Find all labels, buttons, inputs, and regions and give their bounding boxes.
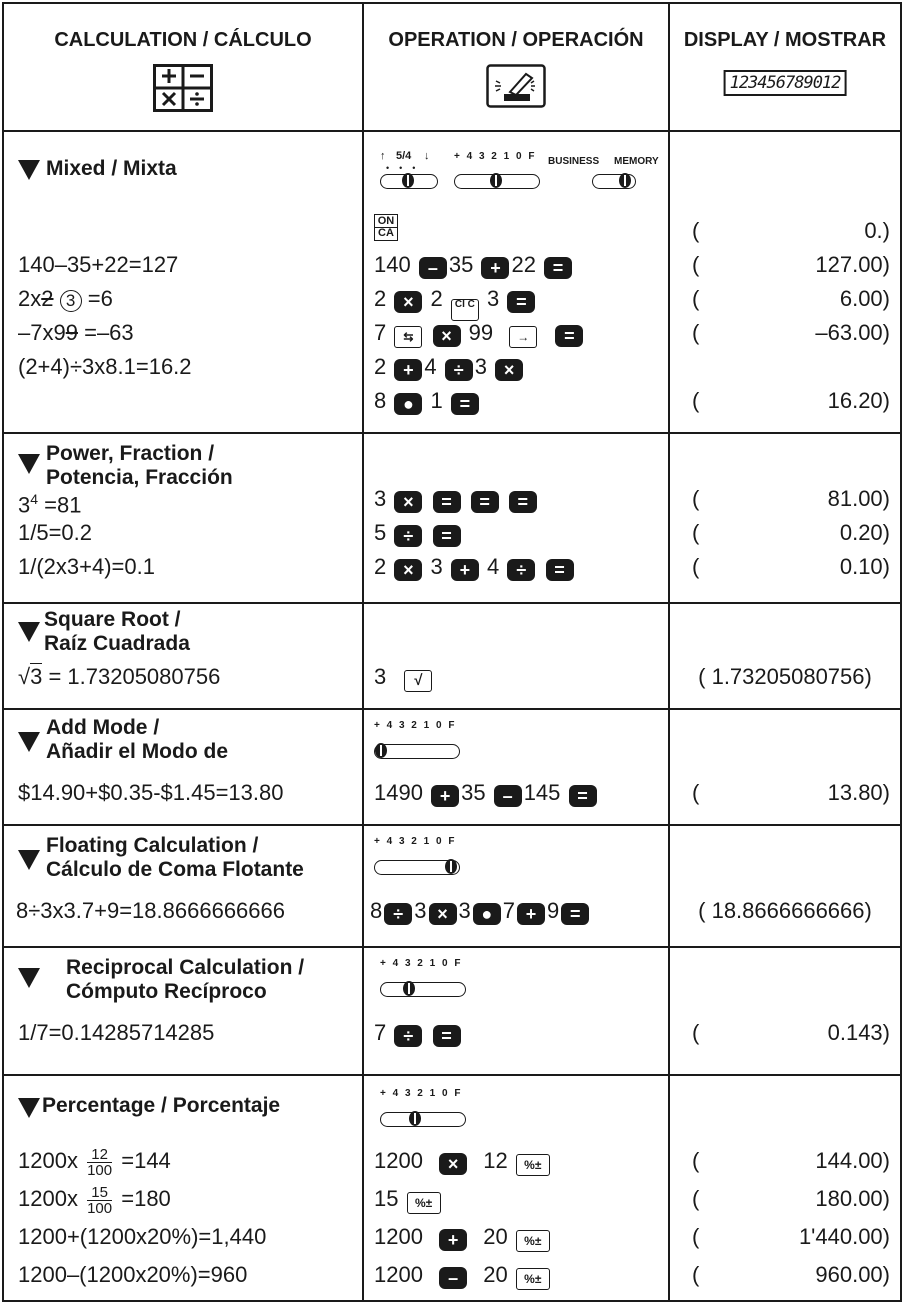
equals-key[interactable]: = bbox=[544, 257, 572, 279]
display-paren: ( bbox=[692, 218, 700, 243]
ci-c-key[interactable]: CI C bbox=[451, 299, 479, 321]
floating-calc-cell bbox=[4, 824, 364, 946]
display-paren: ( bbox=[692, 320, 700, 345]
rounding-switch bbox=[380, 150, 450, 190]
calc-part: =–63 bbox=[84, 320, 134, 345]
op-number: 3 bbox=[474, 354, 487, 379]
op-number: 7 bbox=[502, 898, 515, 923]
section-title bbox=[66, 956, 304, 1004]
display-value: 0.) bbox=[864, 218, 890, 243]
fraction bbox=[87, 1185, 112, 1216]
op-number: 9 bbox=[547, 898, 560, 923]
switch-slot[interactable] bbox=[374, 744, 460, 759]
op-row bbox=[374, 1222, 552, 1252]
op-number: 3 bbox=[374, 664, 387, 689]
op-number: 7 bbox=[374, 320, 387, 345]
display-value: ( 18.8666666666) bbox=[698, 898, 872, 923]
divide-key[interactable]: ÷ bbox=[445, 359, 473, 381]
section-title bbox=[46, 834, 304, 882]
plus-key[interactable]: + bbox=[517, 903, 545, 925]
title-line: Reciprocal Calculation / bbox=[66, 956, 305, 979]
display-paren: ( bbox=[692, 1186, 700, 1211]
title-line: Power, Fraction / bbox=[46, 442, 215, 465]
title-line: Potencia, Fracción bbox=[46, 466, 233, 489]
op-number: 12 bbox=[483, 1148, 508, 1173]
section-reciprocal bbox=[4, 946, 900, 1076]
calculator-instruction-table bbox=[2, 2, 902, 1302]
calc-part: 2x bbox=[18, 286, 42, 311]
display-value: 180.00) bbox=[815, 1186, 890, 1211]
calc-row bbox=[18, 1146, 171, 1178]
equals-key[interactable]: = bbox=[546, 559, 574, 581]
reciprocal-calc-cell bbox=[4, 946, 364, 1074]
reciprocal-op-cell bbox=[364, 946, 670, 1074]
triangle-icon bbox=[18, 968, 40, 988]
op-number: 4 bbox=[487, 554, 500, 579]
sqrt-icon: √ bbox=[18, 664, 31, 689]
op-number: 3 bbox=[487, 286, 500, 311]
op-number: 2 bbox=[374, 354, 387, 379]
display-paren: ( bbox=[692, 1224, 700, 1249]
multiply-key[interactable]: × bbox=[394, 559, 422, 581]
op-number: 8 bbox=[370, 898, 383, 923]
section-percentage bbox=[4, 1074, 900, 1300]
display-value: 0.143) bbox=[827, 1020, 890, 1045]
decimal-point-key[interactable]: ● bbox=[394, 393, 422, 415]
op-row bbox=[374, 518, 463, 548]
fraction-denominator: 100 bbox=[87, 1161, 113, 1179]
power-calc-cell bbox=[4, 432, 364, 602]
triangle-icon bbox=[18, 732, 40, 752]
display-paren: ( bbox=[692, 1148, 700, 1173]
title-line: Cálculo de Coma Flotante bbox=[46, 858, 304, 881]
mixed-calc-cell bbox=[4, 130, 364, 432]
plus-key[interactable]: + bbox=[431, 785, 459, 807]
calc-row: (2+4)÷3x8.1=16.2 bbox=[18, 354, 192, 379]
op-number: 3 bbox=[430, 554, 443, 579]
op-number: 3 bbox=[414, 898, 427, 923]
percent-key[interactable]: %± bbox=[516, 1268, 550, 1290]
op-number: 145 bbox=[523, 780, 561, 805]
calc-row: 140–35+22=127 bbox=[18, 252, 179, 277]
circled-digit: 3 bbox=[60, 290, 82, 312]
calc-row: 1/(2x3+4)=0.1 bbox=[18, 554, 155, 579]
op-row bbox=[374, 318, 585, 348]
section-title: Percentage / Porcentaje bbox=[42, 1094, 281, 1117]
section-title bbox=[46, 442, 233, 490]
equals-key[interactable]: = bbox=[433, 491, 461, 513]
op-row bbox=[374, 778, 599, 808]
triangle-icon bbox=[18, 622, 40, 642]
op-number: 8 bbox=[374, 388, 387, 413]
divide-key[interactable]: ÷ bbox=[384, 903, 412, 925]
plus-key[interactable]: + bbox=[451, 559, 479, 581]
section-title: Mixed / Mixta bbox=[46, 157, 177, 180]
op-number: 35 bbox=[461, 780, 486, 805]
op-number: 4 bbox=[424, 354, 437, 379]
fraction-numerator: 12 bbox=[87, 1147, 112, 1163]
display-value: 0.10) bbox=[839, 554, 890, 579]
display-paren: ( bbox=[692, 1262, 700, 1287]
op-number: 7 bbox=[374, 1020, 387, 1045]
op-row bbox=[374, 250, 574, 280]
multiply-key[interactable]: × bbox=[433, 325, 461, 347]
calc-base: 3 bbox=[18, 492, 31, 518]
equals-key[interactable]: = bbox=[569, 785, 597, 807]
plus-key[interactable]: + bbox=[439, 1229, 467, 1251]
on-ca-key[interactable] bbox=[374, 214, 398, 241]
multiply-key[interactable]: × bbox=[394, 491, 422, 513]
op-number: 1200 bbox=[374, 1262, 423, 1287]
divide-key[interactable]: ÷ bbox=[394, 1025, 422, 1047]
op-number: 35 bbox=[448, 252, 474, 277]
section-add-mode bbox=[4, 708, 900, 826]
display-value: 81.00) bbox=[827, 486, 890, 511]
header-operation-cell bbox=[364, 4, 670, 130]
mixed-display-cell bbox=[670, 130, 900, 432]
multiply-key[interactable]: × bbox=[394, 291, 422, 313]
minus-key[interactable]: – bbox=[494, 785, 522, 807]
calc-row: 1/5=0.2 bbox=[18, 520, 93, 545]
add-op-cell bbox=[364, 708, 670, 824]
title-line: Add Mode / bbox=[46, 716, 160, 739]
switch-slot[interactable] bbox=[380, 1112, 466, 1127]
calc-row: 8÷3x3.7+9=18.8666666666 bbox=[16, 898, 285, 923]
op-number: 99 bbox=[468, 320, 494, 345]
title-line: Square Root / bbox=[44, 608, 181, 631]
calc-part: =6 bbox=[87, 286, 113, 311]
fraction-denominator: 100 bbox=[87, 1199, 113, 1217]
display-value: 960.00) bbox=[815, 1262, 890, 1287]
op-row bbox=[374, 662, 434, 692]
op-number: 2 bbox=[374, 554, 387, 579]
section-floating bbox=[4, 824, 900, 948]
op-number: 1490 bbox=[374, 780, 423, 805]
percentage-op-cell bbox=[364, 1074, 670, 1300]
op-number: 3 bbox=[458, 898, 471, 923]
mixed-op-cell bbox=[364, 130, 670, 432]
percentage-calc-cell bbox=[4, 1074, 364, 1300]
business-memory-switch bbox=[548, 156, 658, 196]
header-calculation: CALCULATION / CÁLCULO bbox=[54, 29, 312, 51]
op-number: 1200 bbox=[374, 1148, 423, 1173]
equals-key[interactable]: = bbox=[507, 291, 535, 313]
op-row bbox=[374, 284, 537, 321]
display-value: 127.00) bbox=[815, 252, 890, 277]
sqrt-key-icon[interactable]: √ bbox=[404, 670, 432, 692]
display-value: 144.00) bbox=[815, 1148, 890, 1173]
calc-row bbox=[18, 284, 113, 314]
op-row bbox=[374, 1146, 552, 1176]
calc-part: –7x9 bbox=[18, 320, 66, 345]
power-op-cell bbox=[364, 432, 670, 602]
switch-slot[interactable] bbox=[380, 174, 438, 189]
display-paren: ( bbox=[692, 388, 700, 413]
percent-key[interactable]: %± bbox=[516, 1154, 550, 1176]
round-label: 5/4 bbox=[396, 150, 412, 162]
op-number: 140 bbox=[374, 252, 411, 277]
op-row bbox=[374, 386, 481, 416]
sqrt-op-cell bbox=[364, 602, 670, 708]
sqrt-display-cell bbox=[670, 602, 900, 708]
triangle-icon bbox=[18, 1098, 40, 1118]
sqrt-calc-cell bbox=[4, 602, 364, 708]
op-number: 2 bbox=[430, 286, 443, 311]
display-paren: ( bbox=[692, 286, 700, 311]
header-display-cell bbox=[670, 4, 900, 130]
equals-key[interactable]: = bbox=[555, 325, 583, 347]
plus-key[interactable]: + bbox=[394, 359, 422, 381]
minus-key[interactable]: – bbox=[419, 257, 447, 279]
calc-row bbox=[18, 484, 81, 520]
display-value: –63.00) bbox=[815, 320, 890, 345]
multiply-key[interactable]: × bbox=[429, 903, 457, 925]
section-mixed bbox=[4, 130, 900, 434]
decimal-label: + 4 3 2 1 0 F bbox=[380, 958, 463, 969]
calc-result: =180 bbox=[121, 1186, 171, 1211]
decimal-point-key[interactable]: ● bbox=[473, 903, 501, 925]
display-value: 13.80) bbox=[827, 780, 890, 805]
percent-key[interactable]: %± bbox=[516, 1230, 550, 1252]
display-paren: ( bbox=[692, 554, 700, 579]
decimal-label: + 4 3 2 1 0 F bbox=[454, 151, 537, 162]
switch-slot[interactable] bbox=[380, 982, 466, 997]
op-number: 5 bbox=[374, 520, 387, 545]
equals-key[interactable]: = bbox=[509, 491, 537, 513]
fraction bbox=[87, 1147, 112, 1178]
decimal-label: + 4 3 2 1 0 F bbox=[374, 836, 457, 847]
title-line: Añadir el Modo de bbox=[46, 740, 229, 763]
op-number: 2 bbox=[374, 286, 387, 311]
title-line: Cómputo Recíproco bbox=[66, 980, 267, 1003]
switch-slot[interactable] bbox=[374, 860, 460, 875]
op-row bbox=[374, 484, 539, 514]
fraction-numerator: 15 bbox=[87, 1185, 112, 1201]
equals-key[interactable]: = bbox=[433, 1025, 461, 1047]
calc-row bbox=[18, 1184, 171, 1216]
struck-digit: 9 bbox=[65, 320, 78, 345]
title-line: Floating Calculation / bbox=[46, 834, 259, 857]
op-row bbox=[374, 1018, 463, 1048]
add-calc-cell bbox=[4, 708, 364, 824]
op-row bbox=[370, 896, 591, 926]
op-row bbox=[374, 552, 576, 582]
minus-key[interactable]: – bbox=[439, 1267, 467, 1289]
table-header bbox=[4, 4, 900, 132]
multiply-key[interactable]: × bbox=[439, 1153, 467, 1175]
triangle-icon bbox=[18, 160, 40, 180]
business-label: BUSINESS bbox=[548, 156, 600, 167]
section-title bbox=[44, 608, 190, 656]
display-value: 6.00) bbox=[839, 286, 890, 311]
calc-part: 1200x bbox=[18, 1148, 78, 1173]
calc-row: 1200–(1200x20%)=960 bbox=[18, 1262, 248, 1287]
multiply-key[interactable]: × bbox=[495, 359, 523, 381]
exchange-key-icon[interactable]: ⇆ bbox=[394, 326, 422, 348]
calc-part: 1200x bbox=[18, 1186, 78, 1211]
calc-row bbox=[18, 662, 220, 692]
op-number: 22 bbox=[511, 252, 536, 277]
display-paren: ( bbox=[692, 1020, 700, 1045]
equals-key[interactable]: = bbox=[451, 393, 479, 415]
calc-row bbox=[18, 318, 134, 348]
display-value: 16.20) bbox=[827, 388, 890, 413]
op-number: 1200 bbox=[374, 1224, 423, 1249]
equals-key[interactable]: = bbox=[561, 903, 589, 925]
title-line: Raíz Cuadrada bbox=[44, 632, 190, 655]
power-display-cell bbox=[670, 432, 900, 602]
op-number: 15 bbox=[374, 1186, 399, 1211]
divide-key[interactable]: ÷ bbox=[507, 559, 535, 581]
triangle-icon bbox=[18, 454, 40, 474]
memory-label: MEMORY bbox=[614, 156, 659, 167]
pen-press-icon bbox=[486, 64, 546, 113]
triangle-icon bbox=[18, 850, 40, 870]
on-label: ON bbox=[375, 216, 397, 228]
switch-slot[interactable] bbox=[454, 174, 540, 189]
decimal-label: + 4 3 2 1 0 F bbox=[380, 1088, 463, 1099]
section-power-fraction bbox=[4, 432, 900, 604]
op-number: 20 bbox=[483, 1224, 508, 1249]
calc-exponent: 4 bbox=[30, 491, 39, 507]
header-calculation-cell bbox=[4, 4, 364, 130]
op-row bbox=[374, 1184, 443, 1214]
calc-result: =144 bbox=[121, 1148, 171, 1173]
plus-key[interactable]: + bbox=[481, 257, 509, 279]
calc-result: =81 bbox=[38, 492, 82, 518]
header-display: DISPLAY / MOSTRAR bbox=[683, 29, 887, 51]
display-value: ( 1.73205080756) bbox=[698, 664, 872, 689]
calc-row: $14.90+$0.35-$1.45=13.80 bbox=[18, 780, 284, 805]
round-up-icon: ↑ bbox=[380, 150, 386, 162]
calc-radicand: 3 bbox=[30, 664, 43, 689]
lcd-display-icon bbox=[724, 70, 847, 96]
equals-key[interactable]: = bbox=[471, 491, 499, 513]
calc-row: 1/7=0.14285714285 bbox=[18, 1020, 215, 1045]
backspace-arrow-icon[interactable]: → bbox=[509, 326, 537, 348]
calculator-keys-icon bbox=[153, 64, 213, 117]
percentage-display-cell bbox=[670, 1074, 900, 1300]
calc-result: = 1.73205080756 bbox=[42, 664, 221, 689]
floating-display-cell bbox=[670, 824, 900, 946]
op-row bbox=[374, 1260, 552, 1290]
header-operation: OPERATION / OPERACIÓN bbox=[388, 29, 644, 51]
display-paren: ( bbox=[692, 780, 700, 805]
section-title bbox=[46, 716, 228, 764]
divide-key[interactable]: ÷ bbox=[394, 525, 422, 547]
add-display-cell bbox=[670, 708, 900, 824]
floating-op-cell bbox=[364, 824, 670, 946]
decimal-label: + 4 3 2 1 0 F bbox=[374, 720, 457, 731]
display-value: 1'440.00) bbox=[798, 1224, 890, 1249]
ca-label: CA bbox=[378, 227, 394, 239]
op-number: 3 bbox=[374, 486, 387, 511]
display-paren: ( bbox=[692, 486, 700, 511]
reciprocal-display-cell bbox=[670, 946, 900, 1074]
round-down-icon: ↓ bbox=[424, 150, 430, 162]
lcd-digits: 123456789012 bbox=[724, 70, 847, 96]
display-paren: ( bbox=[692, 252, 700, 277]
display-paren: ( bbox=[692, 520, 700, 545]
calc-row: 1200+(1200x20%)=1,440 bbox=[18, 1224, 267, 1249]
op-row bbox=[374, 352, 525, 382]
op-number: 1 bbox=[430, 388, 443, 413]
op-number: 20 bbox=[483, 1262, 508, 1287]
struck-digit: 2 bbox=[41, 286, 54, 311]
switch-slot[interactable] bbox=[592, 174, 636, 189]
switch-dots: ••• bbox=[386, 163, 426, 173]
display-value: 0.20) bbox=[839, 520, 890, 545]
decimal-switch bbox=[454, 150, 554, 190]
section-square-root bbox=[4, 602, 900, 710]
equals-key[interactable]: = bbox=[433, 525, 461, 547]
percent-key[interactable]: %± bbox=[407, 1192, 441, 1214]
